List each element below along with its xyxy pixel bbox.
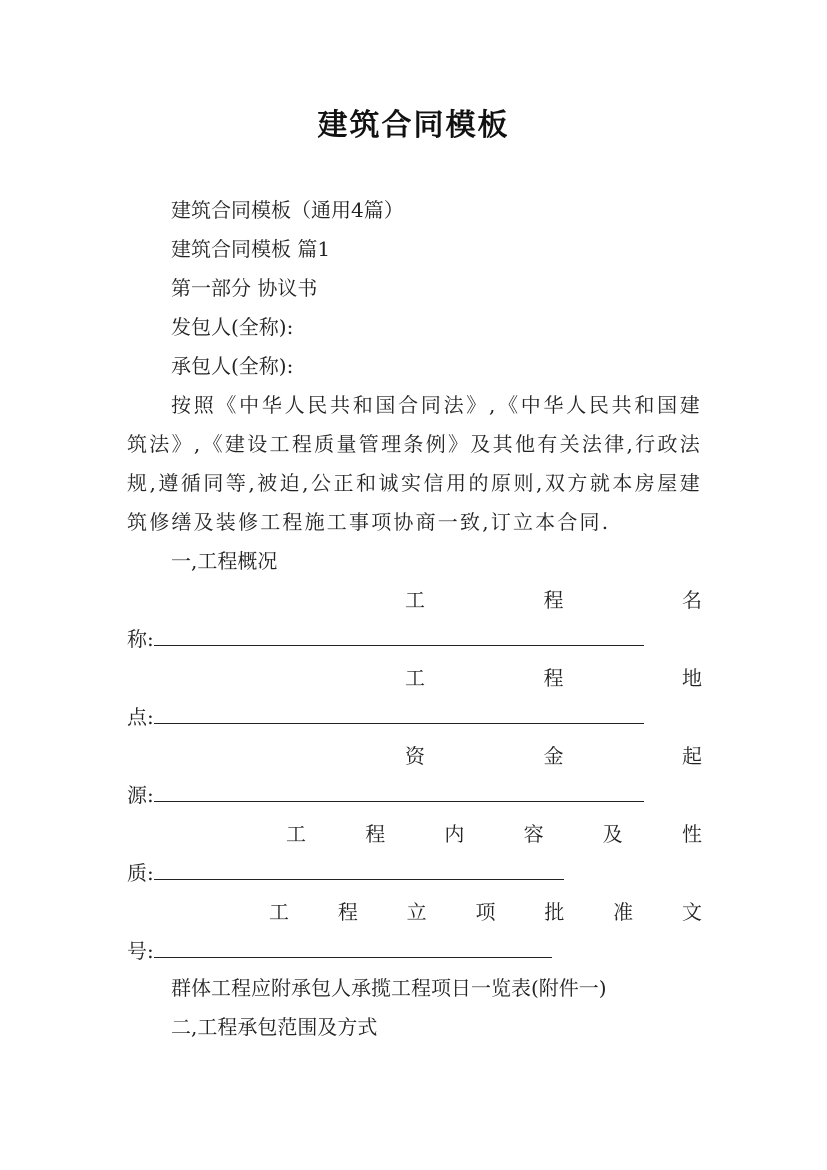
section-two-heading: 二,工程承包范围及方式 bbox=[171, 1015, 378, 1039]
field-char: 工 bbox=[286, 822, 306, 846]
subtitle: 建筑合同模板（通用4篇） bbox=[171, 198, 404, 222]
field-char: 性 bbox=[681, 822, 702, 846]
field-char: 程 bbox=[543, 588, 564, 612]
approval-number-blank[interactable] bbox=[154, 939, 552, 958]
field-tail: 源: bbox=[127, 783, 154, 807]
field-char: 程 bbox=[337, 900, 358, 924]
field-char: 工 bbox=[405, 588, 425, 612]
field-char: 名 bbox=[682, 588, 702, 612]
project-name-blank[interactable] bbox=[154, 627, 644, 646]
employer-line: 发包人(全称): bbox=[171, 315, 294, 339]
field-name-row bbox=[127, 627, 702, 651]
field-approval-label bbox=[269, 900, 702, 924]
field-tail: 号: bbox=[127, 939, 154, 963]
field-tail: 称: bbox=[127, 627, 154, 651]
funding-source-blank[interactable] bbox=[154, 783, 644, 802]
field-location-row bbox=[127, 705, 702, 729]
field-char: 程 bbox=[543, 666, 564, 690]
field-char: 项 bbox=[475, 900, 496, 924]
field-char: 起 bbox=[682, 744, 702, 768]
field-char: 准 bbox=[613, 900, 634, 924]
field-char: 内 bbox=[444, 822, 465, 846]
contractor-line: 承包人(全称): bbox=[171, 354, 294, 378]
field-content-label bbox=[286, 822, 702, 846]
field-tail: 质: bbox=[127, 861, 154, 885]
agreement-paragraph: 按照《中华人民共和国合同法》,《中华人民共和国建筑法》,《建设工程质量管理条例》及其他有关法律,行政法规,遵循同等,被迫,公正和诚实信用的原则,双方就本房屋建筑修缮及装修工程施工事项协商一致,订立本合同. bbox=[127, 393, 702, 534]
field-char: 金 bbox=[543, 744, 564, 768]
field-content-row bbox=[127, 861, 702, 885]
piece-heading: 建筑合同模板 篇1 bbox=[171, 237, 331, 261]
field-char: 批 bbox=[544, 900, 565, 924]
field-char: 工 bbox=[269, 900, 289, 924]
field-approval-row bbox=[127, 939, 702, 963]
field-tail: 点: bbox=[127, 705, 154, 729]
section-one-heading: 一,工程概况 bbox=[171, 549, 278, 573]
field-funding-label bbox=[405, 744, 702, 768]
field-char: 容 bbox=[523, 822, 544, 846]
field-char: 立 bbox=[406, 900, 427, 924]
field-location-label bbox=[405, 666, 702, 690]
project-nature-blank[interactable] bbox=[154, 861, 564, 880]
field-char: 资 bbox=[405, 744, 425, 768]
field-char: 地 bbox=[682, 666, 702, 690]
field-funding-row bbox=[127, 783, 702, 807]
project-location-blank[interactable] bbox=[154, 705, 644, 724]
group-project-note: 群体工程应附承包人承揽工程项日一览表(附件一) bbox=[171, 976, 607, 1000]
field-char: 及 bbox=[602, 822, 623, 846]
document-title: 建筑合同模板 bbox=[317, 108, 510, 143]
field-name-label bbox=[405, 588, 702, 612]
field-char: 文 bbox=[681, 900, 702, 924]
part-one-heading: 第一部分 协议书 bbox=[171, 276, 318, 300]
field-char: 程 bbox=[365, 822, 386, 846]
field-char: 工 bbox=[405, 666, 425, 690]
